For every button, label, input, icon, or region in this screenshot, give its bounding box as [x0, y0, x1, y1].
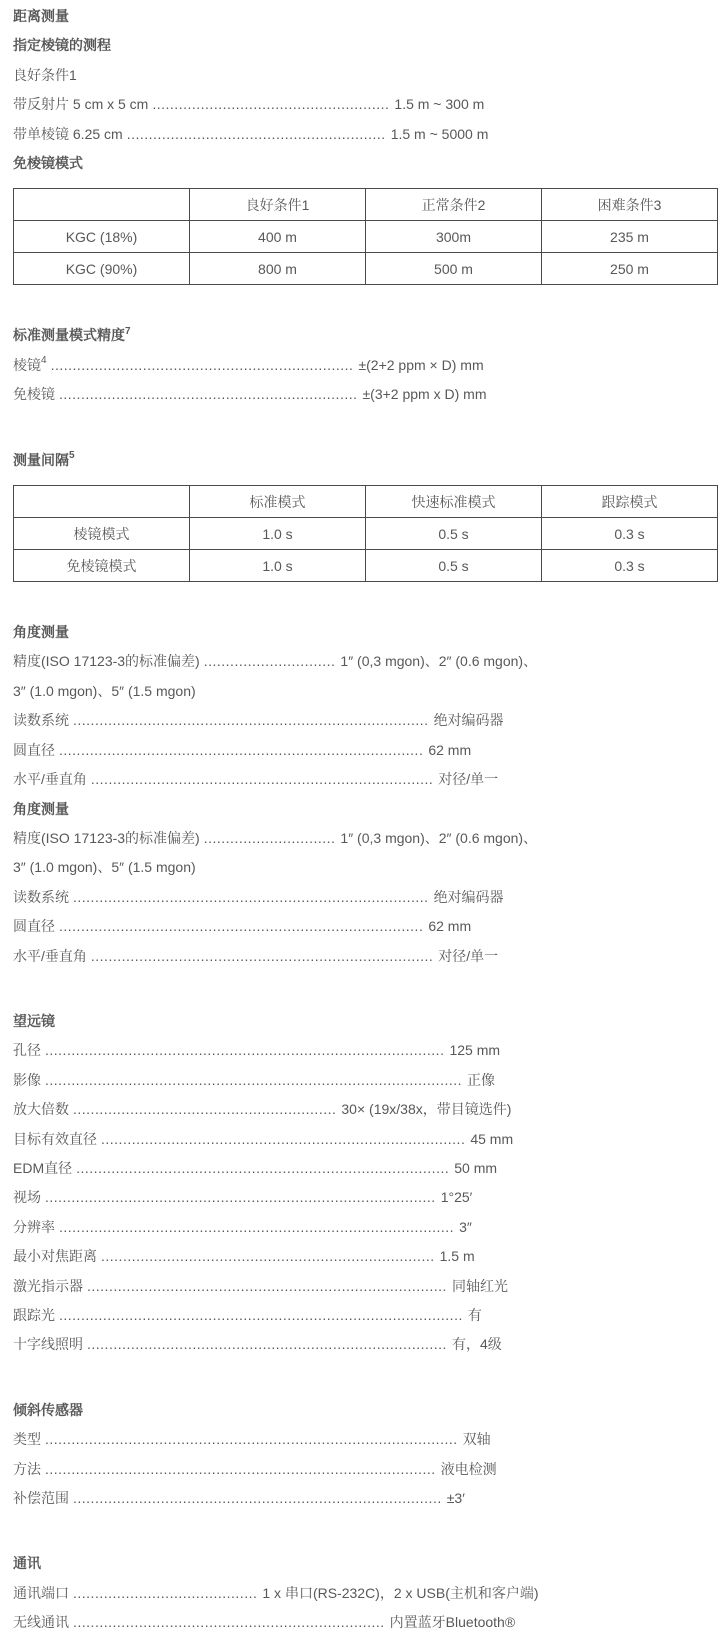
dot-leader: ..........................................	[73, 1584, 258, 1601]
section-heading-text: 免棱镜模式	[13, 155, 83, 172]
spec-value: 对径/单一	[438, 771, 499, 788]
spec-label: 方法	[13, 1460, 41, 1477]
spec-label-superscript: 4	[41, 355, 47, 367]
dot-leader: ............................................................	[73, 1101, 337, 1118]
table-header-cell: 良好条件1	[190, 189, 366, 221]
spec-line	[13, 1608, 718, 1637]
dot-leader: ............................................................................	[101, 1248, 435, 1265]
spec-value: 45 mm	[470, 1130, 514, 1147]
spec-value: 绝对编码器	[433, 712, 504, 729]
table-row	[14, 253, 718, 285]
spec-label: 水平/垂直角	[13, 947, 87, 964]
spec-label: 通讯端口	[13, 1584, 69, 1601]
spec-label: 水平/垂直角	[13, 771, 87, 788]
spec-label: 圆直径	[13, 918, 55, 935]
table-header-cell: 跟踪模式	[542, 486, 718, 518]
spec-line	[13, 380, 718, 409]
table-header-cell	[14, 189, 190, 221]
spec-line	[13, 1455, 718, 1484]
dot-leader: ..........................................................................................	[59, 1218, 455, 1235]
table-row	[14, 550, 718, 582]
spec-table	[13, 485, 718, 582]
spec-line	[13, 1272, 718, 1301]
spec-label: 十字线照明	[13, 1336, 83, 1353]
dot-leader: .................................................................................	[73, 712, 429, 729]
spec-line	[13, 90, 718, 119]
dot-leader: .......................................................................	[73, 1614, 385, 1631]
section-heading	[13, 795, 718, 824]
spec-value: 1°25′	[440, 1189, 473, 1206]
spec-line	[13, 912, 718, 941]
spec-label: 激光指示器	[13, 1277, 83, 1294]
spec-line	[13, 706, 718, 735]
spec-table	[13, 188, 718, 285]
spec-line	[13, 351, 718, 380]
table-cell: 0.5 s	[366, 518, 542, 550]
spec-label: 分辨率	[13, 1218, 55, 1235]
table-cell: 0.3 s	[542, 550, 718, 582]
heading-footnote-superscript: 7	[125, 325, 131, 337]
dot-leader: ..............................................................................	[90, 947, 434, 964]
table-cell: 棱镜模式	[14, 518, 190, 550]
spec-line	[13, 1125, 718, 1154]
dot-leader: ...................................................................................	[59, 741, 424, 758]
spec-label: 带单棱镜 6.25 cm	[13, 125, 123, 142]
spec-line	[13, 1095, 718, 1124]
spec-value: 1 x 串口(RS-232C)，2 x USB(主机和客户端)	[262, 1584, 539, 1601]
spec-value: 内置蓝牙Bluetooth®	[389, 1614, 516, 1631]
dot-leader: ...........................................................	[126, 125, 386, 142]
spec-value: 125 mm	[449, 1042, 501, 1059]
spec-line	[13, 1154, 718, 1183]
spec-line	[13, 1183, 718, 1212]
spec-label: 读数系统	[13, 888, 69, 905]
table-header-row	[14, 189, 718, 221]
dot-leader: ..............................................................................................	[45, 1431, 458, 1448]
table-cell: KGC (18%)	[14, 221, 190, 253]
spec-label: 精度(ISO 17123-3的标准偏差)	[13, 829, 200, 846]
spec-line	[13, 942, 718, 971]
spec-line	[13, 1301, 718, 1330]
spec-value: 正像	[467, 1071, 496, 1088]
section-heading-text: 角度测量	[13, 800, 69, 817]
section-heading	[13, 446, 718, 475]
spec-value: ±(2+2 ppm × D) mm	[358, 356, 484, 373]
table-header-row	[14, 486, 718, 518]
spec-value: 1.5 m	[439, 1248, 475, 1265]
section-heading	[13, 618, 718, 647]
spec-label: 最小对焦距离	[13, 1248, 97, 1265]
heading-footnote-superscript: 5	[69, 450, 75, 461]
section-heading	[13, 31, 718, 60]
spec-label: 类型	[13, 1431, 41, 1448]
table-header-cell: 正常条件2	[366, 189, 542, 221]
table-cell: 235 m	[542, 221, 718, 253]
spec-label: 影像	[13, 1071, 41, 1088]
spec-value: ±(3+2 ppm x D) mm	[362, 386, 487, 403]
spec-value-continued: 3″ (1.0 mgon)、5″ (1.5 mgon)	[13, 682, 196, 699]
spec-value: 同轴红光	[451, 1277, 508, 1294]
section-heading-text: 角度测量	[13, 624, 69, 641]
spec-label: 免棱镜	[13, 386, 55, 403]
table-row	[14, 221, 718, 253]
spec-line	[13, 1330, 718, 1359]
spec-value: 30× (19x/38x，带目镜选件)	[341, 1101, 512, 1118]
spec-value: 3″	[459, 1218, 472, 1235]
section-heading-text: 距离测量	[13, 8, 69, 24]
spec-label: 良好条件1	[13, 66, 77, 83]
spec-value: 1″ (0,3 mgon)、2″ (0.6 mgon)、	[340, 829, 538, 846]
table-cell: 1.0 s	[190, 518, 366, 550]
spec-value: 对径/单一	[438, 947, 499, 964]
table-row	[14, 518, 718, 550]
spec-label: 无线通讯	[13, 1614, 69, 1631]
dot-leader: ..............................................................................	[90, 771, 434, 788]
spec-label: 跟踪光	[13, 1307, 55, 1323]
section-heading	[13, 1549, 718, 1578]
dot-leader: ...................................................................................	[101, 1130, 466, 1147]
table-cell: KGC (90%)	[14, 253, 190, 285]
spec-line	[13, 647, 718, 706]
spec-line	[13, 1213, 718, 1242]
table-header-cell: 困难条件3	[542, 189, 718, 221]
table-cell: 免棱镜模式	[14, 550, 190, 582]
spec-value: 50 mm	[454, 1159, 498, 1176]
dot-leader: ..............................	[203, 653, 336, 670]
dot-leader: ....................................................................	[59, 386, 358, 403]
section-heading	[13, 149, 718, 178]
spec-label: 目标有效直径	[13, 1130, 97, 1147]
dot-leader: ..................................................................................	[87, 1336, 447, 1353]
spec-table-body	[14, 221, 718, 285]
spec-value: 62 mm	[428, 918, 472, 935]
spec-table-head	[14, 486, 718, 518]
dot-leader: ...............................................................................................	[45, 1071, 463, 1088]
dot-leader: ...........................................................................................	[45, 1042, 445, 1059]
spec-label: 视场	[13, 1189, 41, 1206]
spec-value-continued: 3″ (1.0 mgon)、5″ (1.5 mgon)	[13, 859, 196, 876]
table-cell: 250 m	[542, 253, 718, 285]
table-cell: 300m	[366, 221, 542, 253]
spec-value: 有，4级	[451, 1336, 502, 1353]
spec-label: 孔径	[13, 1042, 41, 1059]
spec-table-head	[14, 189, 718, 221]
spec-line	[13, 61, 718, 90]
dot-leader: ...................................................................................	[59, 918, 424, 935]
dot-leader: .........................................................................................	[45, 1460, 436, 1477]
table-cell: 0.3 s	[542, 518, 718, 550]
spec-label: 精度(ISO 17123-3的标准偏差)	[13, 653, 200, 670]
spec-value: 绝对编码器	[433, 888, 504, 905]
section-heading-text: 指定棱镜的测程	[13, 37, 111, 54]
section-heading-text: 望远镜	[13, 1012, 55, 1029]
section-heading	[13, 321, 718, 350]
spec-table-body	[14, 518, 718, 582]
dot-leader: .....................................................................................	[76, 1159, 450, 1176]
spec-line	[13, 883, 718, 912]
spec-value: 双轴	[462, 1431, 491, 1448]
spec-line	[13, 736, 718, 765]
spec-line	[13, 765, 718, 794]
spec-label: 读数系统	[13, 712, 69, 729]
spec-line	[13, 1242, 718, 1271]
spec-label: 补偿范围	[13, 1490, 69, 1507]
spec-label: 棱镜	[13, 356, 41, 373]
section-heading-text: 测量间隔	[13, 451, 69, 468]
table-cell: 500 m	[366, 253, 542, 285]
table-cell: 800 m	[190, 253, 366, 285]
spec-line	[13, 120, 718, 149]
dot-leader: .....................................................................	[50, 356, 354, 373]
table-header-cell: 快速标准模式	[366, 486, 542, 518]
table-header-cell: 标准模式	[190, 486, 366, 518]
spec-value: ±3′	[446, 1490, 465, 1507]
dot-leader: ..................................................................................	[87, 1277, 447, 1294]
dot-leader: ............................................................................................	[59, 1307, 463, 1323]
section-heading	[13, 1396, 718, 1425]
spec-value: 1.5 m ~ 5000 m	[390, 125, 489, 142]
dot-leader: .........................................................................................	[45, 1189, 436, 1206]
spec-value: 62 mm	[428, 741, 472, 758]
table-header-cell	[14, 486, 190, 518]
section-heading	[13, 2, 718, 31]
spec-line	[13, 1425, 718, 1454]
dot-leader: ..............................	[203, 829, 336, 846]
table-cell: 1.0 s	[190, 550, 366, 582]
table-cell: 0.5 s	[366, 550, 542, 582]
section-heading-text: 倾斜传感器	[13, 1401, 83, 1418]
section-heading	[13, 1007, 718, 1036]
spec-line	[13, 1484, 718, 1513]
spec-value: 1″ (0,3 mgon)、2″ (0.6 mgon)、	[340, 653, 538, 670]
spec-line	[13, 1066, 718, 1095]
spec-label: EDM直径	[13, 1159, 73, 1176]
spec-label: 带反射片 5 cm x 5 cm	[13, 96, 149, 113]
dot-leader: .................................................................................	[73, 888, 429, 905]
section-heading-text: 通讯	[13, 1555, 41, 1572]
spec-line	[13, 824, 718, 883]
spec-line	[13, 1036, 718, 1065]
spec-value: 有	[467, 1307, 482, 1323]
dot-leader: ......................................................	[152, 96, 390, 113]
spec-label: 放大倍数	[13, 1101, 69, 1118]
table-cell: 400 m	[190, 221, 366, 253]
spec-line	[13, 1579, 718, 1608]
spec-value: 1.5 m ~ 300 m	[394, 96, 485, 113]
spec-label: 圆直径	[13, 741, 55, 758]
dot-leader: ....................................................................................	[73, 1490, 442, 1507]
spec-value: 液电检测	[440, 1460, 497, 1477]
section-heading-text: 标准测量模式精度	[13, 327, 125, 344]
